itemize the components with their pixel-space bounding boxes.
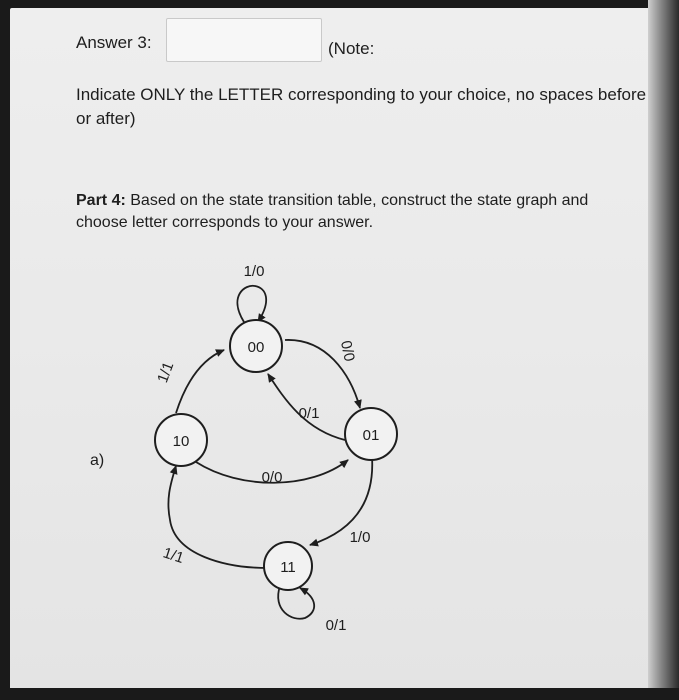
edge-00-self [237,286,266,322]
state-node-11 [264,542,312,590]
answer-label: Answer 3: [76,33,152,52]
state-label-01: 01 [362,427,380,444]
part4-heading: Part 4: [76,192,126,209]
state-label-11: 11 [280,559,296,576]
edge-label-01-to-00: 0/1 [298,405,320,422]
option-a-label[interactable]: a) [90,452,105,469]
note-label: (Note: [328,39,375,58]
edge-label-10-to-01: 0/0 [261,469,283,486]
edge-label-00-to-01: 0/0 [336,339,358,364]
part4-question-line-2: choose letter corresponds to your answer. [76,214,374,231]
edge-11-self [278,586,314,619]
state-label-10: 10 [172,433,190,450]
edge-label-11-to-10: 1/1 [160,544,186,568]
part4-text: Based on the state transition table, construct the state graph and [125,192,589,209]
edge-label-10-to-00: 1/1 [154,359,178,386]
edge-label-11-self: 0/1 [325,617,347,634]
instruction-line-1: Indicate ONLY the LETTER corresponding to your choice, no spaces before [76,85,647,104]
edge-label-01-to-11: 1/0 [349,529,371,546]
state-node-00 [230,320,282,372]
bottom-edge [0,688,679,700]
state-node-10 [155,414,207,466]
edge-10-to-00 [176,350,224,413]
state-label-00: 00 [247,339,265,356]
instruction-line-2: or after) [76,109,136,128]
edge-label-00-self: 1/0 [243,263,265,280]
state-node-01 [345,408,397,460]
